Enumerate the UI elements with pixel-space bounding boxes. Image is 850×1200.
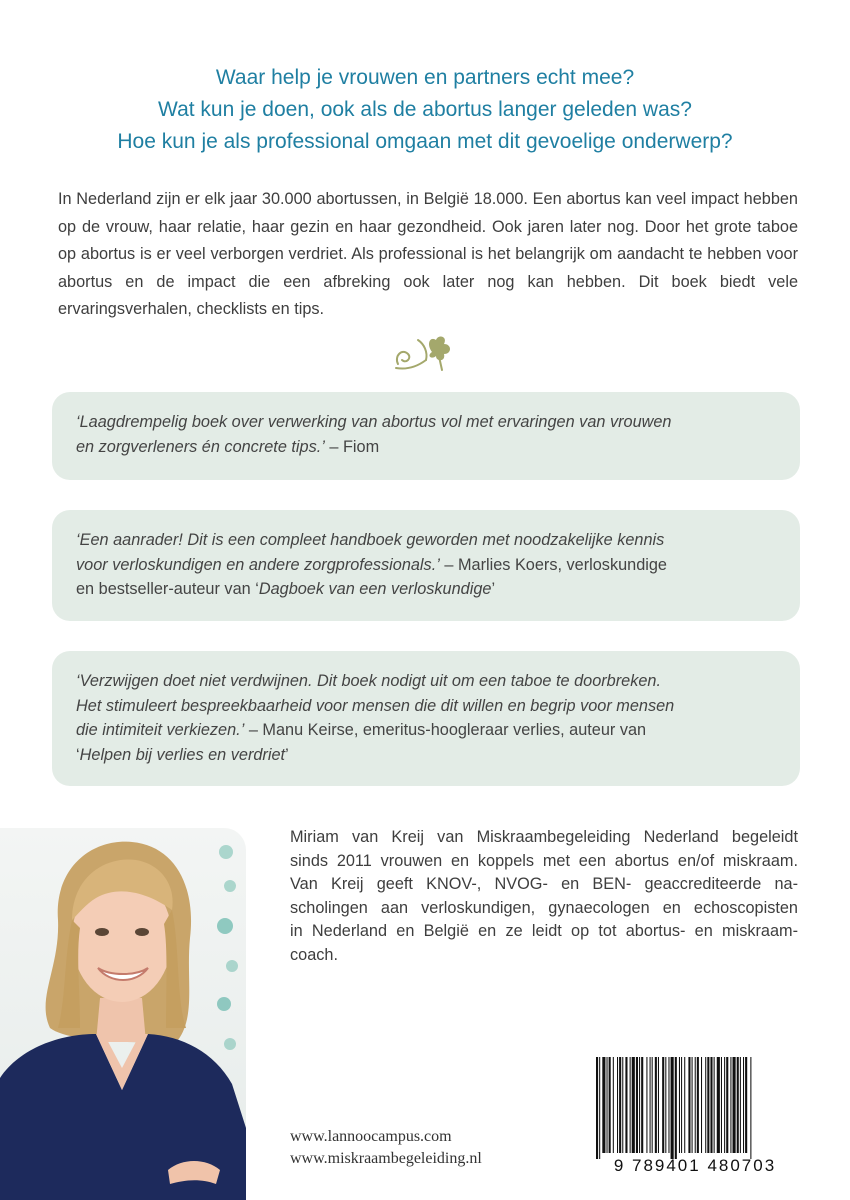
intro-paragraph: In Nederland zijn er elk jaar 30.000 abortussen, in België 18.000. Een abortus kan veel impact hebben op de vrouw, haar relatie, haar gezin en haar gezondheid. Ook jaren later nog. Door het grote taboe op abortus is er veel verborgen verdriet. Als professional is het belangrijk om aandacht te hebben voor abortus en de impact die een afbreking ook later nog kan hebben. Dit boek biedt vele ervaringsverhalen, checklists en tips. (58, 190, 798, 318)
barcode-bar (684, 1057, 685, 1153)
barcode-bar (743, 1057, 744, 1153)
barcode-bar (668, 1057, 669, 1153)
barcode-bar (641, 1057, 643, 1153)
bio-line: scholingen aan verloskundigen, gynaecologen en echoscopisten (290, 898, 798, 917)
barcode-bar (710, 1057, 712, 1153)
barcode-bar (714, 1057, 715, 1153)
barcode-bar (622, 1057, 623, 1153)
barcode-bar (609, 1057, 611, 1153)
bio-line: sinds 2011 vrouwen en koppels met een abortus en/of miskraam. (290, 851, 798, 870)
barcode-bar (632, 1057, 635, 1153)
quote-close: ’ (491, 580, 496, 598)
barcode-bar (733, 1057, 736, 1153)
barcode-bar (662, 1057, 664, 1153)
barcode-bar (650, 1057, 651, 1153)
barcode-bar (619, 1057, 621, 1153)
barcode-bar (681, 1057, 682, 1153)
barcode-bar (679, 1057, 680, 1153)
author-bio (290, 826, 798, 967)
quote-text: die intimiteit verkiezen.’ (76, 721, 245, 739)
quote-text: ‘Verzwijgen doet niet verdwijnen. Dit boek nodigt uit om een taboe te doorbreken. (76, 672, 661, 690)
quote-attribution: en bestseller-auteur van ‘ (76, 580, 259, 598)
bio-line: coach. (290, 945, 338, 964)
barcode-bar (636, 1057, 638, 1153)
barcode-bar (596, 1057, 598, 1159)
quote-text: Het stimuleert bespreekbaarheid voor mensen die dit willen en begrip voor mensen (76, 696, 675, 715)
barcode-bar (697, 1057, 699, 1153)
headline-line-1: Waar help je vrouwen en partners echt mee? (215, 66, 635, 89)
barcode-bar (655, 1057, 657, 1153)
barcode-bar (658, 1057, 659, 1153)
barcode-bar (652, 1057, 653, 1153)
barcode-icon (584, 1055, 806, 1171)
barcode-bar (692, 1057, 693, 1153)
barcode-bar (613, 1057, 614, 1153)
barcode-bar (701, 1057, 702, 1153)
quote-text: ‘Laagdrempelig boek over verwerking van abortus vol met ervaringen van vrouwen (76, 413, 672, 431)
barcode-bar (675, 1057, 677, 1159)
barcode-bar (745, 1057, 747, 1153)
book-title: Dagboek van een verloskundige (258, 580, 492, 598)
barcode-bar (607, 1057, 608, 1153)
quote-attribution: – Manu Keirse, emeritus-hoogleraar verlies, auteur van (244, 721, 647, 739)
barcode-bar (717, 1057, 720, 1153)
barcode-bar (617, 1057, 618, 1153)
bio-line: in Nederland en België en ze leidt op tot abortus- en miskraam- (290, 922, 798, 940)
barcode-bar (730, 1057, 731, 1153)
quote-attribution: – Fiom (324, 437, 380, 456)
headline-line-2: Wat kun je doen, ook als de abortus langer geleden was? (158, 98, 692, 121)
bio-line: Miriam van Kreij van Miskraambegeleiding Nederland begeleidt (290, 828, 798, 846)
quote-text: en zorgverleners én concrete tips.’ (76, 437, 325, 456)
barcode-bar (707, 1057, 709, 1153)
author-photo (0, 828, 246, 1200)
clover-ornament-icon (392, 330, 458, 374)
quote-close: ’ (285, 745, 289, 764)
headline-line-3: Hoe kun je als professional omgaan met dit gevoelige onderwerp? (117, 130, 733, 153)
headline (0, 62, 850, 158)
barcode-bar (750, 1057, 751, 1159)
barcode-bar (602, 1057, 605, 1153)
barcode-bar (721, 1057, 722, 1153)
barcode-bar (599, 1057, 600, 1159)
author-portrait-icon (0, 828, 246, 1200)
quote-text: voor verloskundigen en andere zorgprofessionals.’ (76, 555, 440, 574)
book-title: Helpen bij verlies en verdriet (79, 745, 286, 764)
isbn-number: 9 789401 480703 (613, 1156, 777, 1175)
quote-attribution: – Marlies Koers, verloskundige (439, 555, 667, 574)
barcode-bar (737, 1057, 739, 1153)
barcode-bar (630, 1057, 631, 1153)
bio-line: Van Kreij geeft KNOV-, NVOG- en BEN- geaccrediteerde na- (290, 875, 798, 893)
website-links (290, 1126, 482, 1170)
barcode-bar (740, 1057, 741, 1153)
quote-box-keirse (52, 651, 800, 786)
barcode-bar (688, 1057, 690, 1153)
barcode-bar (695, 1057, 696, 1153)
quote-text: ‘Een aanrader! Dit is een compleet handboek geworden met noodzakelijke kennis (76, 531, 665, 549)
url-lannoocampus[interactable]: www.lannoocampus.com (290, 1128, 452, 1145)
barcode-bar (705, 1057, 706, 1153)
quote-box-koers (52, 510, 800, 621)
quote-box-fiom (52, 392, 800, 480)
barcode-bar (724, 1057, 725, 1153)
url-miskraambegeleiding[interactable]: www.miskraambegeleiding.nl (290, 1150, 482, 1167)
quote-open: ‘ (76, 745, 80, 764)
barcode-bar (646, 1057, 647, 1153)
barcode-bar (639, 1057, 640, 1153)
barcode-bar (665, 1057, 666, 1153)
barcode-bar (625, 1057, 627, 1153)
barcode-bar (671, 1057, 674, 1159)
barcode-bar (726, 1057, 728, 1153)
